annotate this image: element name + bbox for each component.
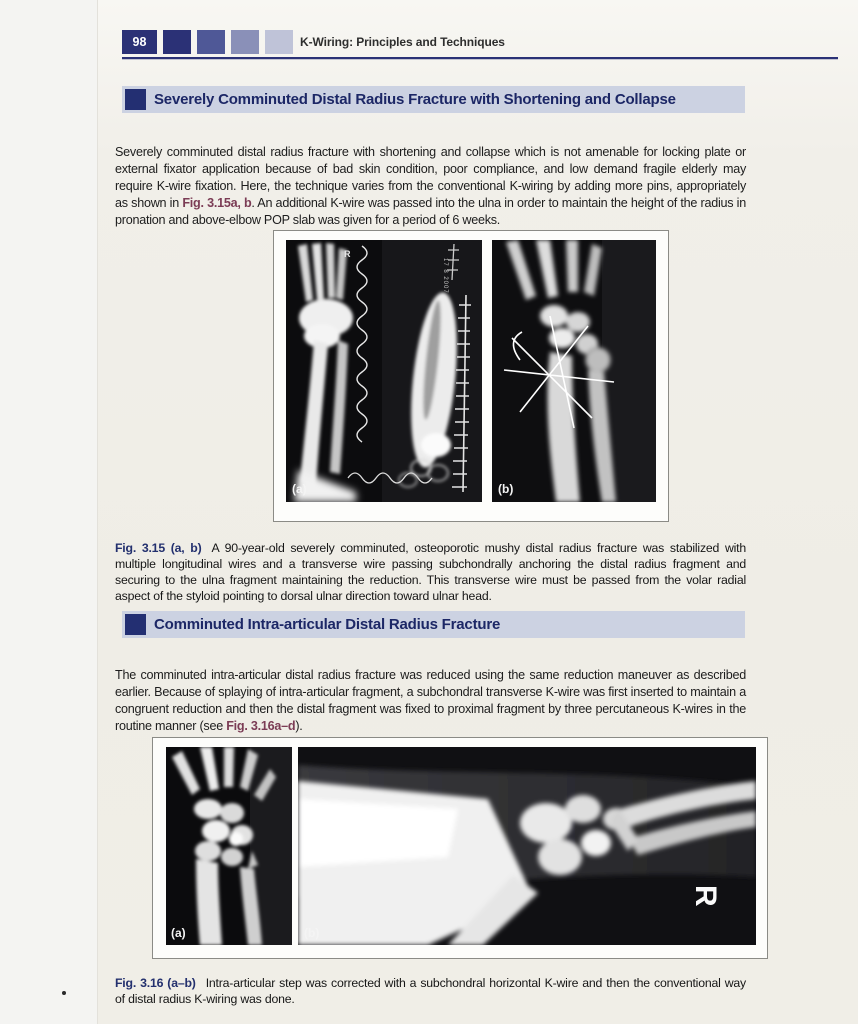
figure-3-15-caption xyxy=(115,541,746,604)
figure-3-15-frame xyxy=(273,230,669,522)
section-heading-bar xyxy=(122,611,745,638)
panel-a-label: (a) xyxy=(171,926,186,940)
scan-artifact-dot xyxy=(62,991,66,995)
section-heading-bar xyxy=(122,86,745,113)
page-number: 98 xyxy=(122,30,157,54)
figure-3-16-frame xyxy=(152,737,768,959)
xray-date-stamp: 17 8 2007 xyxy=(442,258,448,294)
heading-square-icon xyxy=(125,614,146,635)
paragraph-text: . An additional K-wire was passed into the ulna in order to maintain the height of the radius in pronation and above-elbow POP slab was given for a period of 6 weeks. xyxy=(115,196,746,228)
page-margin-strip xyxy=(0,0,98,1024)
section-heading-1: Severely Comminuted Distal Radius Fracture with Shortening and Collapse xyxy=(154,91,676,108)
body-paragraph-1 xyxy=(115,144,746,230)
paragraph-text: The comminuted intra-articular distal radius fracture was reduced using the same reduction maneuver as described earlier. Because of splaying of intra-articular fragment, a subchondral transverse K-wire was first inserted to maintain a congruent reduction and then the distal fragment was fixed to proximal fragment by three percutaneous K-wires in the routine manner (see xyxy=(115,667,746,734)
xray-side-marker: R xyxy=(344,249,351,259)
xray-fig316-panel-a xyxy=(166,747,292,945)
xray-side-marker: R xyxy=(689,885,722,907)
running-title: K-Wiring: Principles and Techniques xyxy=(300,35,505,49)
body-paragraph-2 xyxy=(115,667,746,736)
xray-fig315-panel-a xyxy=(286,240,482,502)
figure-caption-text: Intra-articular step was corrected with a subchondral horizontal K-wire and then the conventional way of distal radius K-wiring was done. xyxy=(115,976,746,1007)
figure-caption-label: Fig. 3.15 (a, b) xyxy=(115,541,202,556)
panel-b-label: (b) xyxy=(304,926,320,940)
figure-reference: Fig. 3.15a, b xyxy=(182,196,252,211)
figure-reference: Fig. 3.16a–d xyxy=(226,719,296,734)
figure-caption-text: A 90-year-old severely comminuted, osteoporotic mushy distal radius fracture was stabilized with multiple longitudinal wires and a transverse wire passing subchondrally anchoring the distal radius fragment and securing to the ulna fragment maintaining the reduction. This transverse wire must be passed from the volar radial aspect of the styloid pointing to dorsal ulnar direction toward ulnar head. xyxy=(115,541,747,603)
xray-fig316-panel-b xyxy=(298,747,756,945)
header-decor-square xyxy=(197,30,225,54)
figure-3-16-caption xyxy=(115,976,746,1008)
heading-square-icon xyxy=(125,89,146,110)
panel-a-label: (a) xyxy=(292,482,307,496)
header-decor-square xyxy=(231,30,259,54)
xray-fig315-panel-b xyxy=(492,240,656,502)
paragraph-text: ). xyxy=(295,719,303,734)
paragraph-text: Severely comminuted distal radius fracture with shortening and collapse which is not amenable for locking plate or external fixator application because of bad skin condition, poor compliance, and low demand fragile elderly may require K-wire fixation. Here, the technique varies from the conventional K-wiring by adding more pins, appropriately as shown in xyxy=(115,144,746,211)
figure-caption-label: Fig. 3.16 (a–b) xyxy=(115,976,196,991)
header-decor-square xyxy=(163,30,191,54)
header-rule xyxy=(122,57,838,59)
header-decor-square xyxy=(265,30,293,54)
panel-b-label: (b) xyxy=(498,482,514,496)
section-heading-2: Comminuted Intra-articular Distal Radius Fracture xyxy=(154,616,501,633)
